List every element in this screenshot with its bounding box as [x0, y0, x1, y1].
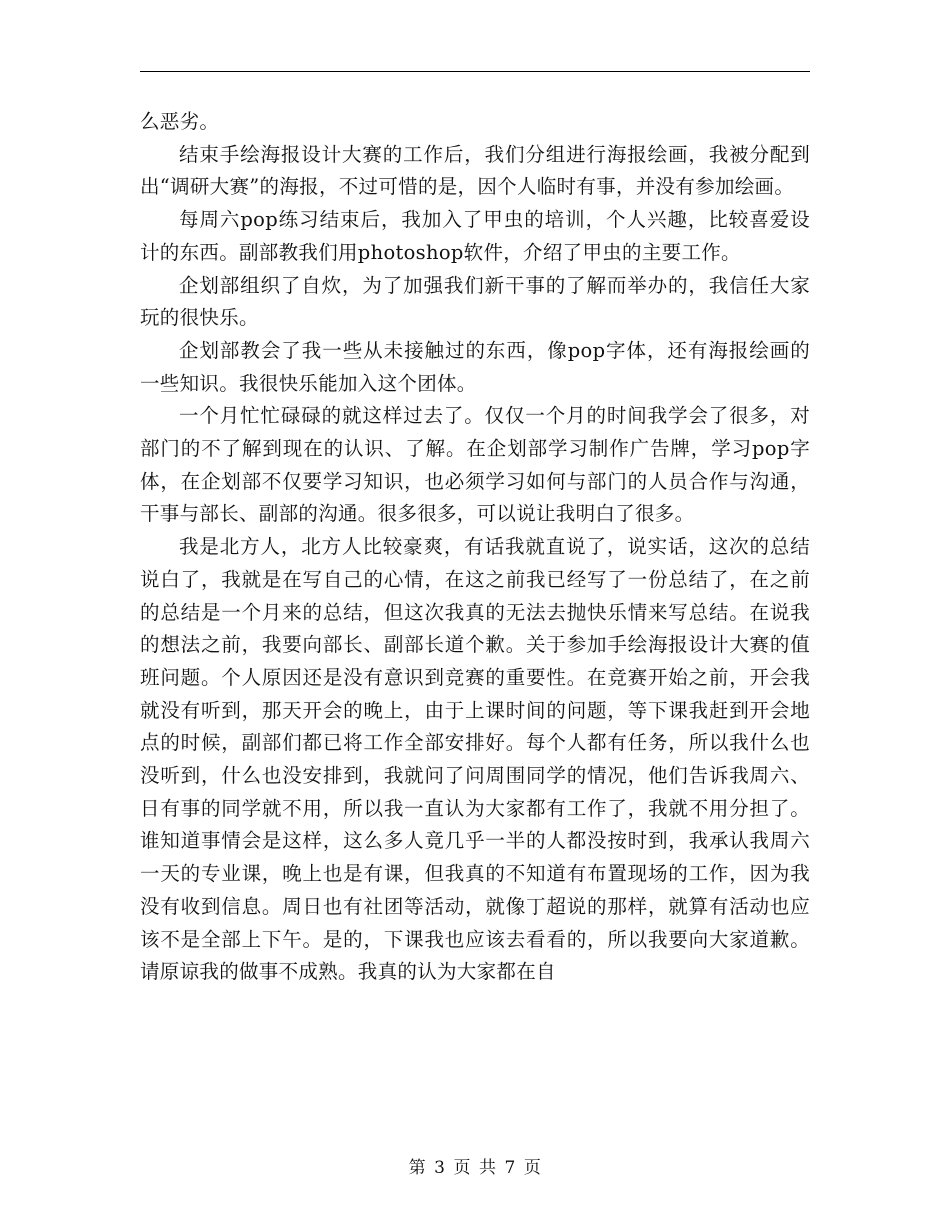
paragraph: 每周六pop练习结束后，我加入了甲虫的培训，个人兴趣，比较喜爱设计的东西。副部教我们用photoshop软件，介绍了甲虫的主要工作。	[140, 208, 810, 264]
page-label: 第	[408, 1158, 427, 1178]
page-current: 3	[434, 1158, 446, 1178]
paragraph: 我是北方人，北方人比较豪爽，有话我就直说了，说实话，这次的总结说白了，我就是在写自己的心情，在这之前我已经写了一份总结了，在之前的总结是一个月来的总结，但这次我真的无法去抛快乐情来写总结。在说我的想法之前，我要向部长、副部长道个歉。关于参加手绘海报设计大赛的值班问题。个人原因还是没有意识到竞赛的重要性。在竞赛开始之前，开会我就没有听到，那天开会的晚上，由于上课时间的问题，等下课我赶到开会地点的时候，副部们都已将工作全部安排好。每个人都有任务，所以我什么也没听到，什么也没安排到，我就问了问周围同学的情况，他们告诉我周六、日有事的同学就不用，所以我一直认为大家都有工作了，我就不用分担了。谁知道事情会是这样，这么多人竟几乎一半的人都没按时到，我承认我周六一天的专业课，晚上也是有课，但我真的不知道有布置现场的工作，因为我没有收到信息。周日也有社团等活动，就像丁超说的那样，就算有活动也应该不是全部上下午。是的，下课我也应该去看看的，所以我要向大家道歉。请原谅我的做事不成熟。我真的认为大家都在自	[140, 535, 810, 984]
paragraph: 企划部组织了自炊，为了加强我们新干事的了解而举办的，我信任大家玩的很快乐。	[140, 273, 810, 330]
paragraph-continuation: 么恶劣。	[140, 110, 220, 133]
page-total: 7	[504, 1158, 516, 1178]
total-label: 共	[479, 1158, 497, 1178]
paragraph: 一个月忙忙碌碌的就这样过去了。仅仅一个月的时间我学会了很多，对部门的不了解到现在的认识、了解。在企划部学习制作广告牌，学习pop字体，在企划部不仅要学习知识，也必须学习如何与部门的人员合作与沟通，干事与部长、副部的沟通。很多很多，可以说让我明白了很多。	[140, 404, 810, 526]
page-footer	[0, 1153, 950, 1178]
header-rule	[140, 71, 810, 72]
paragraph: 企划部教会了我一些从未接触过的东西，像pop字体，还有海报绘画的一些知识。我很快乐能加入这个团体。	[140, 338, 810, 395]
document-body	[140, 106, 810, 989]
total-unit: 页	[523, 1158, 542, 1178]
page-unit: 页	[453, 1158, 471, 1178]
paragraph: 结束手绘海报设计大赛的工作后，我们分组进行海报绘画，我被分配到出“调研大赛”的海报，不过可惜的是，因个人临时有事，并没有参加绘画。	[140, 142, 810, 199]
